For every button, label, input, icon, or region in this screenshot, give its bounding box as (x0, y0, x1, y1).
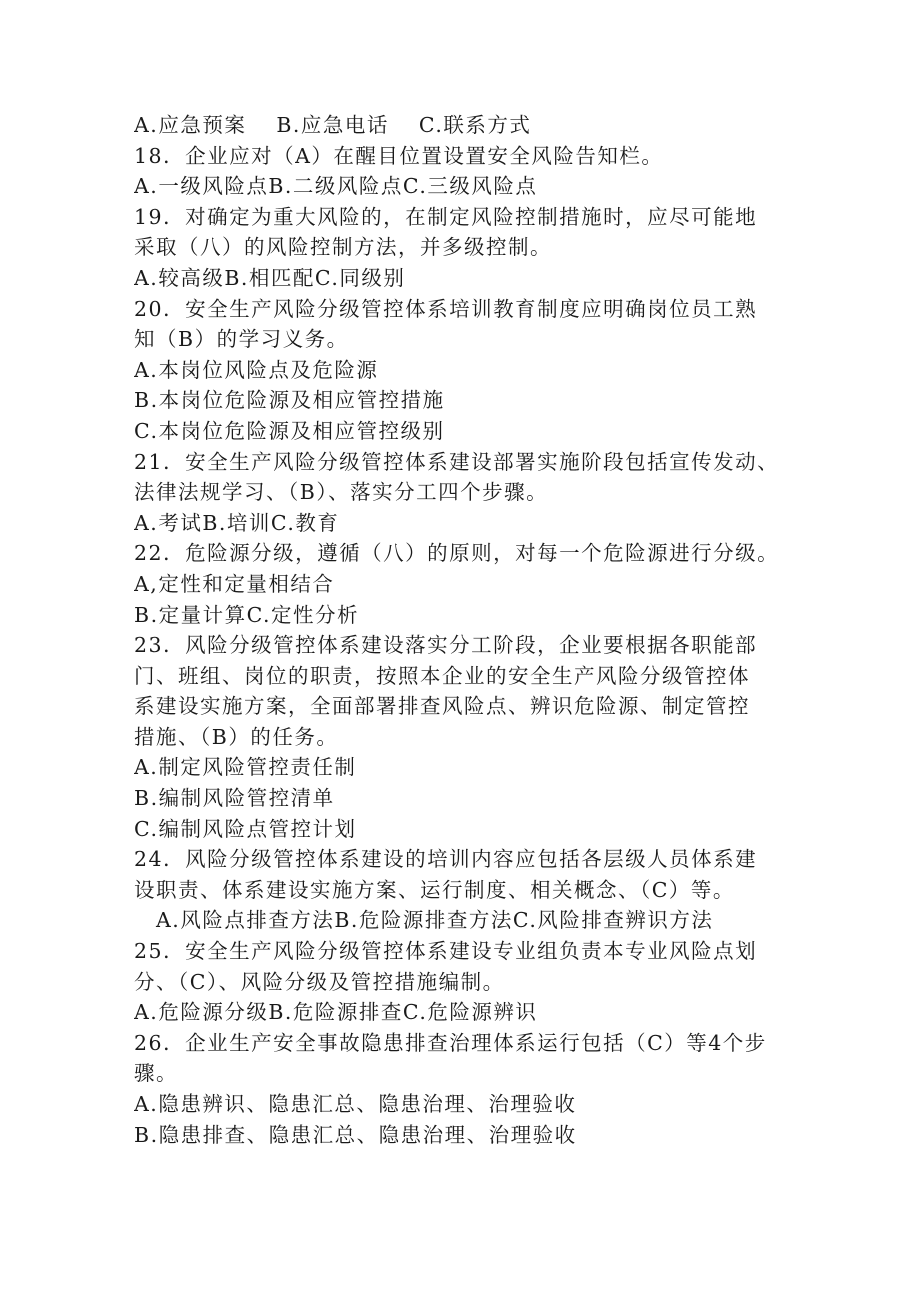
question-19-cont: 采取（八）的风险控制方法，并多级控制。 (134, 235, 552, 260)
option-line: A.危险源分级B.危险源排查C.危险源辨识 (134, 1000, 538, 1025)
question-21-cont: 法律法规学习、（B）、落实分工四个步骤。 (134, 480, 549, 505)
question-18: 18．企业应对（A）在醒目位置设置安全风险告知栏。 (134, 143, 664, 168)
option-c: C.本岗位危险源及相应管控级别 (134, 418, 445, 443)
option-line: A.应急预案 B.应急电话 C.联系方式 (134, 113, 532, 137)
option-a: A.制定风险管控责任制 (134, 755, 357, 780)
question-20-cont: 知（B）的学习义务。 (134, 327, 349, 352)
question-22: 22．危险源分级，遵循（八）的原则，对每一个危险源进行分级。 (134, 541, 780, 566)
question-24: 24．风险分级管控体系建设的培训内容应包括各层级人员体系建 (134, 847, 758, 872)
option-line: A.风险点排查方法B.危险源排查方法C.风险排查辨识方法 (156, 908, 714, 933)
option-c: C.编制风险点管控计划 (134, 816, 357, 841)
option-b: B.本岗位危险源及相应管控措施 (134, 388, 445, 413)
option-a: A,定性和定量相结合 (134, 571, 335, 596)
option-a: A.隐患辨识、隐患汇总、隐患治理、治理验收 (134, 1092, 577, 1116)
question-19: 19．对确定为重大风险的，在制定风险控制措施时，应尽可能地 (134, 204, 758, 229)
document-page (134, 110, 814, 1150)
option-line: A.一级风险点B.二级风险点C.三级风险点 (134, 174, 538, 199)
question-21: 21．安全生产风险分级管控体系建设部署实施阶段包括宣传发动、 (134, 449, 780, 474)
question-25: 25．安全生产风险分级管控体系建设专业组负责本专业风险点划 (134, 939, 758, 964)
question-20: 20．安全生产风险分级管控体系培训教育制度应明确岗位员工熟 (134, 296, 758, 321)
question-24-cont: 设职责、体系建设实施方案、运行制度、相关概念、（C）等。 (134, 877, 735, 902)
question-23-cont: 系建设实施方案，全面部署排查风险点、辨识危险源、制定管控 (134, 694, 750, 719)
question-25-cont: 分、（C）、风险分级及管控措施编制。 (134, 969, 505, 994)
question-23-cont: 措施、（B）的任务。 (134, 724, 339, 749)
option-b: B.隐患排查、隐患汇总、隐患治理、治理验收 (134, 1122, 577, 1147)
option-line: A.考试B.培训C.教育 (134, 510, 340, 535)
option-a: A.本岗位风险点及危险源 (134, 357, 379, 382)
question-23-cont: 门、班组、岗位的职责，按照本企业的安全生产风险分级管控体 (134, 663, 750, 688)
option-line: A.较高级B.相匹配C.同级别 (134, 265, 406, 290)
question-26-cont: 骤。 (134, 1061, 178, 1086)
question-23: 23．风险分级管控体系建设落实分工阶段，企业要根据各职能部 (134, 633, 758, 658)
option-b: B.编制风险管控清单 (134, 786, 335, 811)
question-26: 26．企业生产安全事故隐患排查治理体系运行包括（C）等4个步 (134, 1030, 767, 1055)
option-line: B.定量计算C.定性分析 (134, 602, 360, 627)
